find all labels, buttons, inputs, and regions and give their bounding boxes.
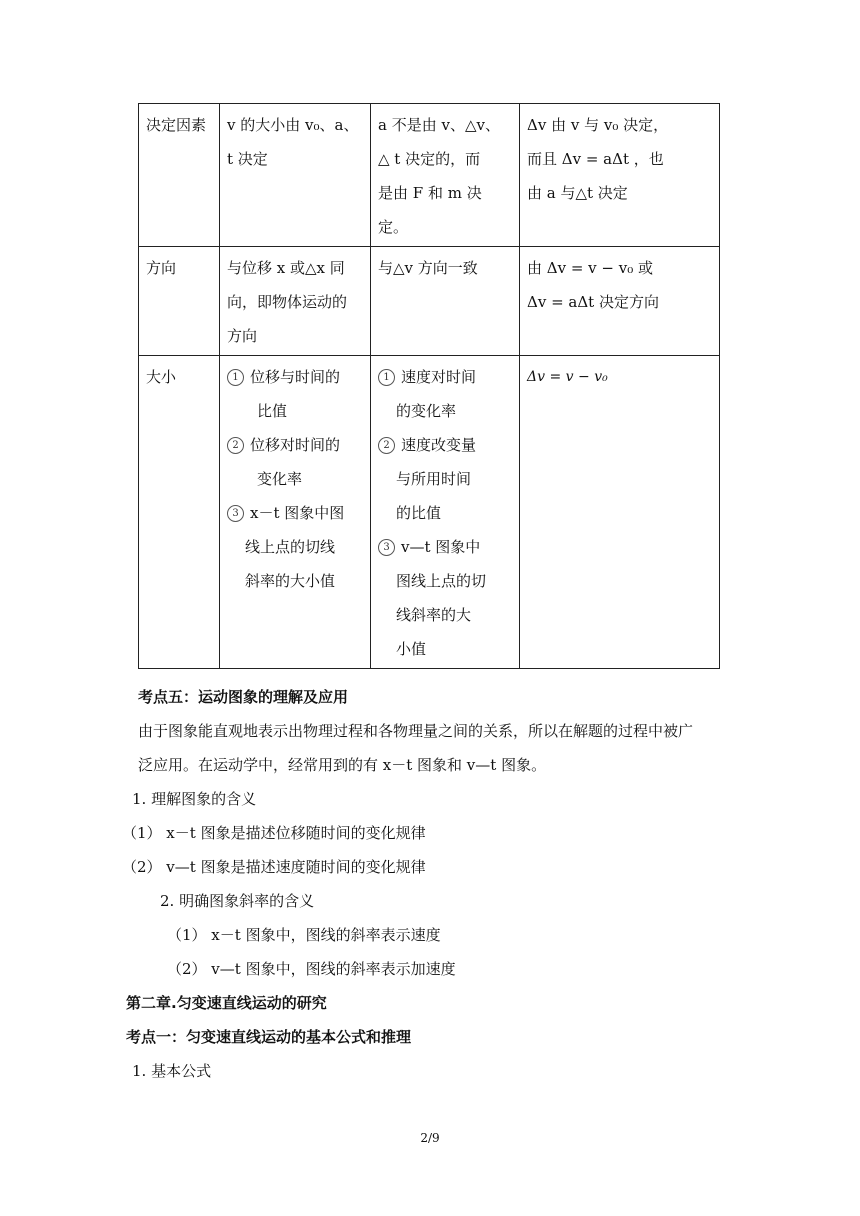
cell-line: △ t 决定的，而 xyxy=(378,150,481,168)
cell-line: 与△v 方向一致 xyxy=(378,259,478,277)
list-item: 1. 理解图象的含义 xyxy=(132,790,257,808)
list-item: （2） v—t 图象中，图线的斜率表示加速度 xyxy=(167,960,456,978)
circled-number: 3 xyxy=(378,539,395,556)
cell-line xyxy=(378,530,513,564)
velocity-factor-cell xyxy=(220,104,371,247)
cell-line: v 的大小由 v₀、a、 xyxy=(227,116,359,134)
velocity-magnitude-cell xyxy=(220,356,371,669)
cell-line: 而且 Δv = aΔt ，也 xyxy=(527,150,664,168)
acceleration-factor-cell xyxy=(371,104,520,247)
cell-text: v—t 图象中 xyxy=(401,538,481,556)
cell-line: 斜率的大小值 xyxy=(245,572,336,590)
cell-text: 速度改变量 xyxy=(401,436,477,454)
cell-text: x－t 图象中图 xyxy=(250,504,345,522)
acceleration-magnitude-cell xyxy=(371,356,520,669)
list-item: 1. 基本公式 xyxy=(132,1062,212,1080)
cell-line: a 不是由 v、△v、 xyxy=(378,116,500,134)
cell-line: 的变化率 xyxy=(396,402,457,420)
formula: Δv = v − v₀ xyxy=(527,369,608,385)
paragraph-line: 泛应用。在运动学中，经常用到的有 x－t 图象和 v—t 图象。 xyxy=(138,756,547,774)
cell-line: 由 a 与△t 决定 xyxy=(527,184,628,202)
paragraph-line: 由于图象能直观地表示出物理过程和各物理量之间的关系，所以在解题的过程中被广 xyxy=(138,722,694,740)
cell-text: 速度对时间 xyxy=(401,368,477,386)
cell-line xyxy=(378,428,513,462)
row-label-direction: 方向 xyxy=(139,247,220,356)
circled-number: 2 xyxy=(378,437,395,454)
cell-line: 是由 F 和 m 决 xyxy=(378,184,482,202)
row-label-magnitude: 大小 xyxy=(139,356,220,669)
list-item: （2） v—t 图象是描述速度随时间的变化规律 xyxy=(122,858,426,876)
cell-line: 与所用时间 xyxy=(396,470,472,488)
delta-v-direction-cell xyxy=(520,247,720,356)
cell-line: 与位移 x 或△x 同 xyxy=(227,259,345,277)
list-item: （1） x－t 图象是描述位移随时间的变化规律 xyxy=(122,824,426,842)
cell-line: 图线上点的切 xyxy=(396,572,487,590)
cell-line: 的比值 xyxy=(396,504,442,522)
cell-line: 变化率 xyxy=(257,470,303,488)
cell-line: 定。 xyxy=(378,218,409,236)
section-heading-kd5: 考点五：运动图象的理解及应用 xyxy=(138,688,349,706)
cell-text: 位移与时间的 xyxy=(250,368,341,386)
circled-number: 1 xyxy=(227,369,244,386)
list-item: （1） x－t 图象中，图线的斜率表示速度 xyxy=(167,926,441,944)
delta-v-magnitude-cell xyxy=(520,356,720,669)
cell-line xyxy=(378,360,513,394)
section-heading-kd1: 考点一：匀变速直线运动的基本公式和推理 xyxy=(126,1028,412,1046)
table-row-determining-factors xyxy=(139,104,720,247)
row-label-determining-factors: 决定因素 xyxy=(139,104,220,247)
cell-line xyxy=(227,360,364,394)
page-number: 2/9 xyxy=(420,1131,440,1145)
table-row-magnitude xyxy=(139,356,720,669)
list-item: 2. 明确图象斜率的含义 xyxy=(160,892,315,910)
delta-v-factor-cell xyxy=(520,104,720,247)
comparison-table xyxy=(138,103,720,669)
cell-line: 线上点的切线 xyxy=(245,538,336,556)
cell-line: t 决定 xyxy=(227,150,268,168)
circled-number: 2 xyxy=(227,437,244,454)
table-row-direction xyxy=(139,247,720,356)
cell-line: Δv 由 v 与 v₀ 决定， xyxy=(527,116,669,134)
cell-line: Δv = aΔt 决定方向 xyxy=(527,293,659,311)
cell-text: 位移对时间的 xyxy=(250,436,341,454)
cell-line: 小值 xyxy=(396,640,427,658)
cell-line: 由 Δv = v − v₀ 或 xyxy=(527,259,654,277)
cell-line xyxy=(227,428,364,462)
cell-line: 向，即物体运动的 xyxy=(227,293,348,311)
chapter-heading: 第二章.匀变速直线运动的研究 xyxy=(126,994,327,1012)
cell-line: 方向 xyxy=(227,327,258,345)
cell-line: 比值 xyxy=(257,402,288,420)
velocity-direction-cell xyxy=(220,247,371,356)
circled-number: 1 xyxy=(378,369,395,386)
cell-line: 线斜率的大 xyxy=(396,606,472,624)
cell-line xyxy=(227,496,364,530)
circled-number: 3 xyxy=(227,505,244,522)
acceleration-direction-cell xyxy=(371,247,520,356)
